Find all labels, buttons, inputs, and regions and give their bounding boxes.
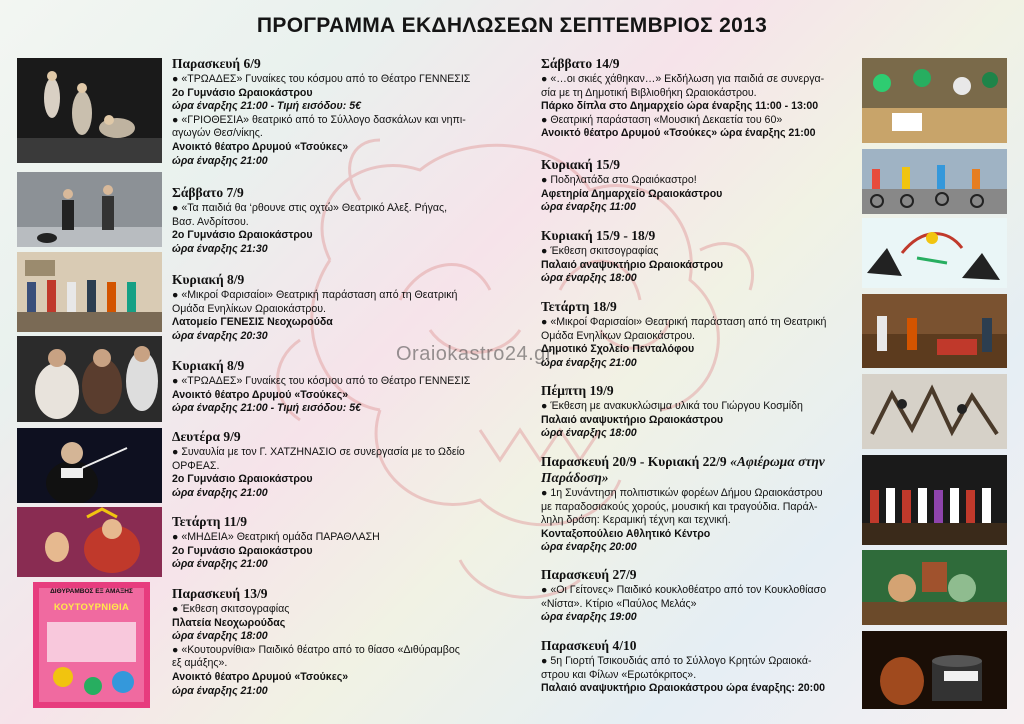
event-date: Πέμπτη 19/9 xyxy=(541,383,614,398)
event-line: σία με τη Δημοτική Βιβλιοθήκη Ωραιοκάστρου. xyxy=(541,86,757,99)
event-line: Πάρκο δίπλα στο Δημαρχείο ώρα έναρξης 11:00 - 13:00 xyxy=(541,100,819,113)
event-line: ● 1η Συνάντηση πολιτιστικών φορέων Δήμου Ωραιοκάστρου xyxy=(541,487,823,499)
event-line: Παλαιό αναψυκτήριο Ωραιοκάστρου ώρα έναρξης: 20:00 xyxy=(541,682,825,695)
event-line: Βασ. Ανδρίτσου. xyxy=(172,215,249,228)
event-line: Ανοικτό θέατρο Δρυμού «Τσούκες» xyxy=(172,140,349,153)
event-line: 2ο Γυμνάσιο Ωραιοκάστρου xyxy=(172,229,313,242)
event-line: Ανοικτό θέατρο Δρυμού «Τσούκες» xyxy=(172,670,349,683)
event-line: εξ αμάξης». xyxy=(172,657,228,670)
event-line: «Νίστα». Κτίριο «Παύλος Μελάς» xyxy=(541,597,697,610)
event-date: Σάββατο 14/9 xyxy=(541,56,620,71)
event-line: ● «ΤΡΩΑΔΕΣ» Γυναίκες του κόσμου από το Θέατρο ΓΕΝΝΕΣΙΣ xyxy=(172,73,471,85)
event-line: ΟΡΦΕΑΣ. xyxy=(172,459,220,472)
photo-children-eight xyxy=(17,172,162,247)
event-right-3 xyxy=(541,299,857,370)
photo-medea xyxy=(17,507,162,577)
photo-bike-ride xyxy=(862,149,1007,214)
event-line: ● «ΜΗΔΕΙΑ» Θεατρική ομάδα ΠΑΡΑΘΛΑΣΗ xyxy=(172,531,380,543)
event-line: ώρα έναρξης 20:30 xyxy=(172,329,268,342)
poster-line1: ΔΙΘΥΡΑΜΒΟΣ ΕΞ ΑΜΑΞΗΣ xyxy=(50,588,133,595)
event-line: ώρα έναρξης 21:30 xyxy=(172,242,268,255)
event-line: ● «…οι σκιές χάθηκαν…» Εκδήλωση για παιδιά σε συνεργα- xyxy=(541,73,825,85)
event-line: ● «Οι Γείτονες» Παιδικό κουκλοθέατρο από τον Κουκλοθίασο xyxy=(541,584,827,596)
event-right-6 xyxy=(541,567,857,625)
event-line: ● «Κουτουρνίθια» Παιδικό θέατρο από το θίασο «Διθύραμβος xyxy=(172,643,460,656)
photo-kids-library xyxy=(862,58,1007,143)
event-line: ● Θεατρική παράσταση «Μουσική Δεκαετία του 60» xyxy=(541,113,783,126)
event-left-0 xyxy=(172,56,492,168)
event-line: Ομάδα Ενηλίκων Ωραιοκάστρου. xyxy=(172,302,327,315)
event-date: Παρασκευή 6/9 xyxy=(172,56,261,71)
event-line: ● «Μικροί Φαρισαίοι» Θεατρική παράσταση από τη Θεατρική xyxy=(541,316,827,328)
event-line: ● «Μικροί Φαρισαίοι» Θεατρική παράσταση από τη Θεατρική xyxy=(172,289,458,301)
event-date-theme: «Αφιέρωμα στην Παράδοση» xyxy=(541,454,825,485)
event-date: Δευτέρα 9/9 xyxy=(172,429,241,444)
event-line: Πλατεία Νεοχωρούδας xyxy=(172,616,286,629)
event-date: Τετάρτη 11/9 xyxy=(172,514,248,529)
watermark-text: Oraiokastro24.gr xyxy=(396,343,553,365)
event-line: Ανοικτό θέατρο Δρυμού «Τσούκες» ώρα έναρξης 21:00 xyxy=(541,127,816,140)
event-line: Ανοικτό θέατρο Δρυμού «Τσούκες» xyxy=(172,388,349,401)
photo-traditional-dance xyxy=(862,455,1007,545)
photo-concert-conductor xyxy=(17,428,162,503)
event-line: ● «Τα παιδιά θα ‘ρθουνε στις οχτώ» Θεατρικό Αλεξ. Ρήγας, xyxy=(172,202,448,214)
event-right-2 xyxy=(541,228,857,286)
event-left-5 xyxy=(172,514,492,572)
event-line: Δημοτικό Σχολείο Πενταλόφου xyxy=(541,343,695,356)
event-line: Αφετηρία Δημαρχείο Ωραιοκάστρου xyxy=(541,187,723,200)
page-title: ΠΡΟΓΡΑΜΜΑ ΕΚΔΗΛΩΣΕΩΝ ΣΕΠΤΕΜΒΡΙΟΣ 2013 xyxy=(256,14,768,37)
poster-line2: ΚΟΥΤΟΥΡΝΙΘΙΑ xyxy=(53,602,130,613)
event-date: Κυριακή 15/9 - 18/9 xyxy=(541,228,656,243)
event-date: Κυριακή 8/9 xyxy=(172,272,245,287)
event-date: Σάββατο 7/9 xyxy=(172,185,244,200)
event-left-3 xyxy=(172,358,492,416)
event-left-1 xyxy=(172,185,492,256)
event-line: ● Έκθεση με ανακυκλώσιμα υλικά του Γιώργου Κοσμίδη xyxy=(541,400,803,412)
poster-koutourn xyxy=(33,582,150,708)
event-right-4 xyxy=(541,383,857,441)
event-date-main: Παρασκευή 20/9 - Κυριακή 22/9 xyxy=(541,454,727,469)
event-line: Παλαιό αναψυκτήριο Ωραιοκάστρου xyxy=(541,258,724,271)
event-line: ώρα έναρξης 18:00 xyxy=(541,272,637,285)
event-right-1 xyxy=(541,157,857,215)
event-line: αγωγών Θεσ/νίκης. xyxy=(172,127,263,140)
event-line: ώρα έναρξης 11:00 xyxy=(541,201,636,214)
event-line: 2ο Γυμνάσιο Ωραιοκάστρου xyxy=(172,473,313,486)
photo-cartoon-sketch xyxy=(862,218,1007,288)
event-line: ● «ΓΡΙΟΘΕΣΙΑ» θεατρικό από το Σύλλογο δασκάλων και νηπι- xyxy=(172,113,466,126)
event-line: με παραδοσιακούς χορούς, μουσική και τραγούδια. Παράλ- xyxy=(541,500,818,513)
event-date: Παρασκευή 27/9 xyxy=(541,567,637,582)
event-line: ώρα έναρξης 21:00 xyxy=(172,486,268,499)
event-date xyxy=(541,454,857,486)
event-line: ώρα έναρξης 18:00 xyxy=(172,630,268,643)
event-line: ώρα έναρξης 21:00 - Τιμή εισόδου: 5€ xyxy=(172,100,362,113)
event-line: ώρα έναρξης 20:00 xyxy=(541,541,637,554)
event-line: ● Έκθεση σκιτσογραφίας xyxy=(541,245,659,257)
event-date: Κυριακή 15/9 xyxy=(541,157,620,172)
event-left-2 xyxy=(172,272,492,343)
photo-puppet-theatre xyxy=(862,550,1007,625)
photo-trojan-women-2 xyxy=(17,336,162,422)
event-date: Παρασκευή 13/9 xyxy=(172,586,268,601)
event-date: Τετάρτη 18/9 xyxy=(541,299,617,314)
event-line: Κονταξοπούλειο Αθλητικό Κέντρο xyxy=(541,527,711,540)
event-line: Παλαιό αναψυκτήριο Ωραιοκάστρου xyxy=(541,413,724,426)
event-line: Ομάδα Ενηλίκων Ωραιοκάστρου. xyxy=(541,329,696,342)
photo-cretan-festival xyxy=(862,631,1007,709)
event-line: ● 5η Γιορτή Τσικουδιάς από το Σύλλογο Κρητών Ωραιοκά- xyxy=(541,655,812,667)
event-line: ώρα έναρξης 21:00 - Τιμή εισόδου: 5€ xyxy=(172,402,362,415)
event-line: ώρα έναρξης 21:00 xyxy=(172,684,268,697)
event-line: ● Έκθεση σκιτσογραφίας xyxy=(172,603,290,615)
photo-recycled-art xyxy=(862,374,1007,449)
event-line: ληλη δράση: Κεραμική τέχνη και τεχνική. xyxy=(541,514,731,527)
event-right-0 xyxy=(541,56,857,141)
event-line: 2ο Γυμνάσιο Ωραιοκάστρου xyxy=(172,544,313,557)
photo-pharisees-stage xyxy=(862,294,1007,368)
event-line: ώρα έναρξης 19:00 xyxy=(541,611,637,624)
event-line: ● «ΤΡΩΑΔΕΣ» Γυναίκες του κόσμου από το Θέατρο ΓΕΝΝΕΣΙΣ xyxy=(172,375,471,387)
event-line: ● Ποδηλατάδα στο Ωραιόκαστρο! xyxy=(541,174,697,186)
event-right-5 xyxy=(541,454,857,555)
event-date: Κυριακή 8/9 xyxy=(172,358,245,373)
event-date: Παρασκευή 4/10 xyxy=(541,638,637,653)
event-left-4 xyxy=(172,429,492,500)
event-left-6 xyxy=(172,586,492,698)
event-line: ώρα έναρξης 21:00 xyxy=(172,558,268,571)
event-right-7 xyxy=(541,638,857,696)
event-line: ώρα έναρξης 21:00 xyxy=(172,154,268,167)
photo-little-pharisees xyxy=(17,252,162,332)
event-line: 2ο Γυμνάσιο Ωραιοκάστρου xyxy=(172,86,313,99)
event-line: ώρα έναρξης 18:00 xyxy=(541,427,637,440)
event-line: στρου και Φίλων «Ερωτόκριτος». xyxy=(541,668,697,681)
event-line: ● Συναυλία με τον Γ. ΧΑΤΖΗΝΑΣΙΟ σε συνεργασία με το Ωδείο xyxy=(172,446,465,458)
photo-trojan-women xyxy=(17,58,162,163)
event-line: Λατομείο ΓΕΝΕΣΙΣ Νεοχωρούδα xyxy=(172,316,333,329)
event-line: ώρα έναρξης 21:00 xyxy=(541,356,637,369)
